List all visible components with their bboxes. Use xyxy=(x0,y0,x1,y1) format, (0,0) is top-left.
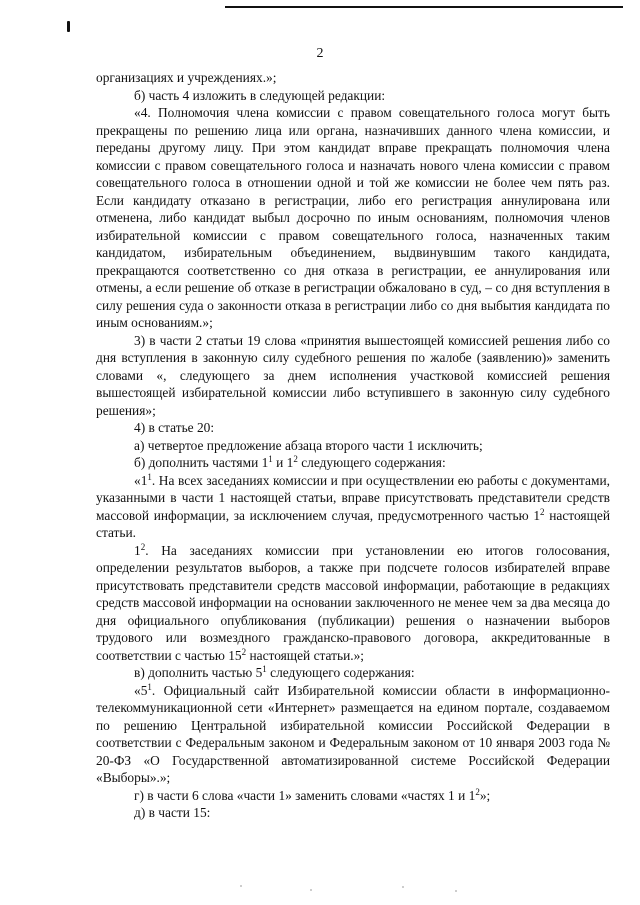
text-run: «4. Полномочия члена комиссии с правом совещательного голоса могут быть прекращены по решению лица или органа, назначивших данного члена комиссии, и переданы другому лицу. При этом кандидат вправе прекращать полномочия члена комиссии с правом совещательного голоса и назначать нового члена комиссии с правом совещательного голоса в отношении одной и той же комиссии не более чем пять раз. Если кандидату отказано в регистрации, либо его регистрация аннулирована или отменена, либо кандидат выбыл досрочно по иным основаниям, полномочия членов избирательной комиссии с правом совещательного голоса, назначенных таким кандидатом, избирательным объединением, выдвинувшим такого кандидата, прекращаются соответственно со дня отказа в регистрации, ее аннулирования или отмены, а если решение об отказе в регистрации обжаловано в суд, – со дня вступления в силу решения суда о законности отказа в регистрации либо со дня выбытия кандидата по иным основаниям.»; xyxy=(96,105,610,330)
paragraph-p03 xyxy=(96,104,610,332)
page-number: 2 xyxy=(316,46,324,61)
superscript: 1 xyxy=(147,471,152,482)
text-run: . На заседаниях комиссии при установлении ею итогов голосования, определении результатов выборов, а также при подсчете голосов избирателей вправе присутствовать представители средств массовой информации, работающие в редакциях средств массовой информации на основании заключенного не менее чем за два месяца до дня официального опубликования (публикации) решения о назначении выборов трудового или возмездного гражданско-правового договора, аккредитованные в соответствии с частью 15 xyxy=(96,542,610,663)
text-run: настоящей статьи.»; xyxy=(246,647,365,663)
text-run: »; xyxy=(479,787,491,803)
scan-speckle xyxy=(455,890,457,892)
scan-speckle xyxy=(310,889,312,891)
paragraph-p06 xyxy=(96,437,610,455)
paragraph-p10 xyxy=(96,664,610,682)
superscript: 2 xyxy=(475,786,480,797)
top-rule-line xyxy=(225,6,623,8)
text-run: д) в части 15: xyxy=(134,805,211,820)
text-run: б) часть 4 изложить в следующей редакции: xyxy=(134,87,386,103)
text-run: а) четвертое предложение абзаца второго части 1 исключить; xyxy=(134,437,483,453)
superscript: 1 xyxy=(262,664,267,674)
paragraph-p12 xyxy=(96,787,610,805)
superscript: 2 xyxy=(140,541,146,552)
text-run: 1 xyxy=(134,542,141,558)
text-run: в) дополнить частью 5 xyxy=(134,665,263,680)
superscript: 1 xyxy=(268,454,273,464)
paragraph-p01 xyxy=(96,69,610,87)
superscript: 2 xyxy=(540,506,545,517)
scan-speckle xyxy=(402,886,404,888)
paragraph-p13 xyxy=(96,804,610,822)
text-run: «5 xyxy=(134,682,148,698)
superscript: 1 xyxy=(147,681,152,692)
paragraph-p04 xyxy=(96,332,610,420)
text-run: следующего содержания: xyxy=(297,455,446,470)
text-run: «1 xyxy=(134,472,148,488)
text-run: . Официальный сайт Избирательной комиссии области в информационно-телекоммуникационной сети «Интернет» размещается на едином портале, создаваемом по решению Центральной избирательной комиссии Российской Федерации в соответствии с Федеральным законом и Федеральным законом от 10 января 2003 года № 20-ФЗ «О Государственной автоматизированной системе Российской Федерации «Выборы».»; xyxy=(96,682,610,785)
margin-mark xyxy=(67,21,70,32)
text-run: следующего содержания: xyxy=(266,665,415,680)
text-run: 3) в части 2 статьи 19 слова «принятия вышестоящей комиссией решения либо со дня вступления в законную силу судебного решения по жалобе (заявлению)» заменить словами «, следующего за днем исполнения участковой комиссией решения вышестоящей избирательной комиссии либо вступившего в законную силу судебного решения»; xyxy=(96,332,610,418)
paragraph-p09 xyxy=(96,542,610,665)
paragraph-p07 xyxy=(96,454,610,472)
paragraph-p05 xyxy=(96,419,610,437)
text-run: организациях и учреждениях.»; xyxy=(96,70,277,85)
superscript: 2 xyxy=(293,454,298,464)
text-run: б) дополнить частями 1 xyxy=(134,455,269,470)
scan-speckle xyxy=(240,885,242,887)
paragraph-p11 xyxy=(96,682,610,787)
superscript: 2 xyxy=(241,646,247,657)
paragraph-p02 xyxy=(96,87,610,105)
text-run: г) в части 6 слова «части 1» заменить словами «частях 1 и 1 xyxy=(134,787,476,803)
text-run: . На всех заседаниях комиссии и при осуществлении ею работы с документами, указанными в части 1 настоящей статьи, вправе присутствовать представители средств массовой информации, за исключением случая, предусмотренного частью 1 xyxy=(96,472,610,523)
text-run: 4) в статье 20: xyxy=(134,420,215,435)
document-body xyxy=(96,69,610,822)
text-run: и 1 xyxy=(272,455,294,470)
text-run: настоящей статьи. xyxy=(96,507,610,540)
paragraph-p08 xyxy=(96,472,610,542)
